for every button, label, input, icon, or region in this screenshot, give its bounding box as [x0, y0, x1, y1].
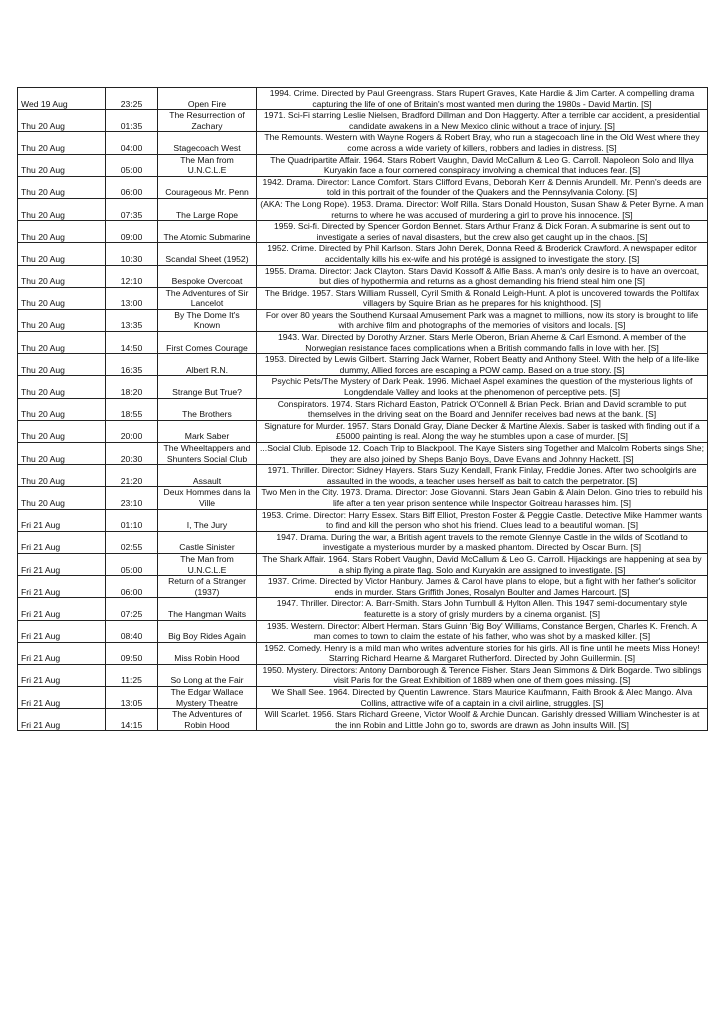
programme-description: We Shall See. 1964. Directed by Quentin Lawrence. Stars Maurice Kaufmann, Faith Brook & Alec Mango. Alva Collins, attractive wife of a captain in a civil airline, struggles. [S]: [257, 687, 708, 709]
air-date: Wed 19 Aug: [18, 88, 106, 110]
table-row: [18, 487, 708, 509]
programme-description: ...Social Club. Episode 12. Coach Trip to Blackpool. The Kaye Sisters sing Together and Malcolm Roberts sings She; they are also joined by Sheps Banjo Boys, Dave Evans and Johnny Hackett. [S]: [257, 443, 708, 465]
programme-description: Signature for Murder. 1957. Stars Donald Gray, Diane Decker & Martine Alexis. Saber is tasked with finding out if a £5000 painting is real. Along the way he stumbles upon a case of murder. [S]: [257, 420, 708, 442]
air-date: Fri 21 Aug: [18, 531, 106, 553]
programme-title: Castle Sinister: [158, 531, 257, 553]
air-date: Thu 20 Aug: [18, 265, 106, 287]
programme-description: Psychic Pets/The Mystery of Dark Peak. 1996. Michael Aspel examines the question of the mysterious lights of Longdendale Valley and looks at the phenomenon of perceptive pets. [S]: [257, 376, 708, 398]
programme-description: (AKA: The Long Rope). 1953. Drama. Director: Wolf Rilla. Stars Donald Houston, Susan Shaw & Peter Byrne. A man returns to where he was accused of murdering a girl to prove his innocence. [S]: [257, 198, 708, 220]
table-row: [18, 354, 708, 376]
programme-description: 1959. Sci-fi. Directed by Spencer Gordon Bennet. Stars Arthur Franz & Dick Foran. A submarine is sent out to investigate a series of naval disasters, but the crew also get caught up in the chaos. [S]: [257, 221, 708, 243]
table-row: [18, 664, 708, 686]
table-row: [18, 376, 708, 398]
programme-description: 1942. Drama. Director: Lance Comfort. Stars Clifford Evans, Deborah Kerr & Dennis Arundell. Mr. Penn's deeds are told in this portrait of the founder of the Quakers and the Pennsylvania Colony. [S]: [257, 176, 708, 198]
programme-title: The Adventures of Sir Lancelot: [158, 287, 257, 309]
air-date: Fri 21 Aug: [18, 642, 106, 664]
air-time: 07:35: [106, 198, 158, 220]
air-time: 14:50: [106, 332, 158, 354]
air-time: 10:30: [106, 243, 158, 265]
programme-title: Stagecoach West: [158, 132, 257, 154]
programme-title: Deux Hommes dans la Ville: [158, 487, 257, 509]
air-date: Fri 21 Aug: [18, 553, 106, 575]
table-row: [18, 598, 708, 620]
table-row: [18, 509, 708, 531]
programme-description: 1937. Crime. Directed by Victor Hanbury. James & Carol have plans to elope, but a fight with her father's solicitor ends in murder. Stars Griffith Jones, Rosalyn Boulter and James Harcourt. [S]: [257, 576, 708, 598]
air-date: Fri 21 Aug: [18, 598, 106, 620]
programme-title: Scandal Sheet (1952): [158, 243, 257, 265]
air-time: 14:15: [106, 709, 158, 731]
table-row: [18, 265, 708, 287]
programme-description: For over 80 years the Southend Kursaal Amusement Park was a magnet to millions, now its story is brought to life with archive film and photographs of the memories of visitors and locals. [S]: [257, 309, 708, 331]
table-row: [18, 620, 708, 642]
programme-title: The Atomic Submarine: [158, 221, 257, 243]
programme-title: Albert R.N.: [158, 354, 257, 376]
air-time: 07:25: [106, 598, 158, 620]
air-time: 08:40: [106, 620, 158, 642]
programme-title: So Long at the Fair: [158, 664, 257, 686]
air-date: Thu 20 Aug: [18, 110, 106, 132]
schedule-body: [18, 88, 708, 731]
air-date: Thu 20 Aug: [18, 487, 106, 509]
air-time: 12:10: [106, 265, 158, 287]
table-row: [18, 398, 708, 420]
air-date: Thu 20 Aug: [18, 398, 106, 420]
programme-title: Assault: [158, 465, 257, 487]
programme-description: 1947. Drama. During the war, a British agent travels to the remote Glennye Castle in the wilds of Scotland to investigate a mysterious murder by a masked phantom. Directed by Oscar Burn. [S]: [257, 531, 708, 553]
programme-title: The Man from U.N.C.L.E: [158, 553, 257, 575]
air-date: Fri 21 Aug: [18, 709, 106, 731]
programme-description: Two Men in the City. 1973. Drama. Director: Jose Giovanni. Stars Jean Gabin & Alain Delon. Gino tries to rebuild his life after a ten year prison sentence while Inspector Goitreau harasses him. [S]: [257, 487, 708, 509]
air-time: 18:55: [106, 398, 158, 420]
air-time: 11:25: [106, 664, 158, 686]
air-date: Thu 20 Aug: [18, 198, 106, 220]
air-time: 01:10: [106, 509, 158, 531]
air-time: 21:20: [106, 465, 158, 487]
air-date: Thu 20 Aug: [18, 443, 106, 465]
air-date: Fri 21 Aug: [18, 509, 106, 531]
programme-title: The Adventures of Robin Hood: [158, 709, 257, 731]
air-date: Thu 20 Aug: [18, 154, 106, 176]
air-time: 05:00: [106, 553, 158, 575]
schedule-table: [17, 87, 708, 731]
air-date: Thu 20 Aug: [18, 287, 106, 309]
programme-description: 1953. Directed by Lewis Gilbert. Starring Jack Warner, Robert Beatty and Anthony Steel. With the help of a life-like dummy, Allied forces are escaping a POW camp. Based on a true story. [S]: [257, 354, 708, 376]
table-row: [18, 221, 708, 243]
air-time: 13:00: [106, 287, 158, 309]
air-time: 16:35: [106, 354, 158, 376]
air-time: 05:00: [106, 154, 158, 176]
programme-title: The Brothers: [158, 398, 257, 420]
air-date: Thu 20 Aug: [18, 221, 106, 243]
air-date: Fri 21 Aug: [18, 664, 106, 686]
air-date: Thu 20 Aug: [18, 465, 106, 487]
programme-description: 1953. Crime. Director: Harry Essex. Stars Biff Elliot, Preston Foster & Peggie Castle. Detective Mike Hammer wants to find and kill the person who shot his friend. Clues lead to a beautiful woman. [S]: [257, 509, 708, 531]
table-row: [18, 332, 708, 354]
programme-description: The Remounts. Western with Wayne Rogers & Robert Bray, who run a stagecoach line in the Old West where they come across a wide variety of killers, robbers and ladies in distress. [S]: [257, 132, 708, 154]
programme-title: I, The Jury: [158, 509, 257, 531]
programme-title: Bespoke Overcoat: [158, 265, 257, 287]
programme-title: Strange But True?: [158, 376, 257, 398]
air-time: 09:50: [106, 642, 158, 664]
air-date: Thu 20 Aug: [18, 176, 106, 198]
air-time: 18:20: [106, 376, 158, 398]
table-row: [18, 309, 708, 331]
programme-description: 1952. Comedy. Henry is a mild man who writes adventure stories for his girls. All is fine until he meets Miss Honey! Starring Richard Hearne & Margaret Rutherford. Directed by John Guillermin. [S]: [257, 642, 708, 664]
table-row: [18, 576, 708, 598]
table-row: [18, 88, 708, 110]
table-row: [18, 709, 708, 731]
table-row: [18, 443, 708, 465]
table-row: [18, 154, 708, 176]
air-date: Thu 20 Aug: [18, 354, 106, 376]
air-date: Thu 20 Aug: [18, 420, 106, 442]
programme-description: The Quadripartite Affair. 1964. Stars Robert Vaughn, David McCallum & Leo G. Carroll. Napoleon Solo and Illya Kuryakin face a four cornered conspiracy involving a chemical that induces fear. [S]: [257, 154, 708, 176]
air-time: 06:00: [106, 176, 158, 198]
programme-description: 1943. War. Directed by Dorothy Arzner. Stars Merle Oberon, Brian Aherne & Carl Esmond. A member of the Norwegian resistance faces complications when a British commando falls in love with her. [S]: [257, 332, 708, 354]
table-row: [18, 687, 708, 709]
programme-description: 1955. Drama. Director: Jack Clayton. Stars David Kossoff & Alfie Bass. A man's only desire is to have an overcoat, but dies of hypothermia and returns as a ghost demanding his friend steal him one [S]: [257, 265, 708, 287]
programme-description: Will Scarlet. 1956. Stars Richard Greene, Victor Woolf & Archie Duncan. Garishly dressed William Winchester is at the inn Robin and Little John go to, swords are drawn as John insults Will. [S]: [257, 709, 708, 731]
table-row: [18, 176, 708, 198]
table-row: [18, 465, 708, 487]
programme-title: Mark Saber: [158, 420, 257, 442]
air-date: Thu 20 Aug: [18, 376, 106, 398]
air-date: Thu 20 Aug: [18, 132, 106, 154]
programme-description: 1947. Thriller. Director: A. Barr-Smith. Stars John Turnbull & Hylton Allen. This 1947 semi-documentary style featurette is a story of grisly murders by a cinema organist. [S]: [257, 598, 708, 620]
programme-description: 1971. Sci-Fi starring Leslie Nielsen, Bradford Dillman and Don Haggerty. After a terrible car accident, a presidential candidate awakens in a New Mexico clinic without a trace of injury. [S]: [257, 110, 708, 132]
programme-title: Return of a Stranger (1937): [158, 576, 257, 598]
programme-title: By The Dome It's Known: [158, 309, 257, 331]
table-row: [18, 553, 708, 575]
table-row: [18, 198, 708, 220]
air-date: Thu 20 Aug: [18, 332, 106, 354]
programme-description: 1935. Western. Director: Albert Herman. Stars Guinn 'Big Boy' Williams, Constance Bergen, Charles K. French. A man comes to town to claim the estate of his father, who was shot by a masked killer. [S]: [257, 620, 708, 642]
table-row: [18, 110, 708, 132]
air-time: 23:10: [106, 487, 158, 509]
programme-title: The Man from U.N.C.L.E: [158, 154, 257, 176]
programme-description: 1950. Mystery. Directors: Antony Darnborough & Terence Fisher. Stars Jean Simmons & Dirk Bogarde. Two siblings visit Paris for the Great Exhibition of 1889 when one of them goes missing. [S]: [257, 664, 708, 686]
air-time: 01:35: [106, 110, 158, 132]
programme-title: The Resurrection of Zachary: [158, 110, 257, 132]
air-date: Thu 20 Aug: [18, 309, 106, 331]
air-time: 13:35: [106, 309, 158, 331]
programme-title: The Wheeltappers and Shunters Social Club: [158, 443, 257, 465]
programme-description: 1994. Crime. Directed by Paul Greengrass. Stars Rupert Graves, Kate Hardie & Jim Carter. A compelling drama capturing the life of one of Britain's most wanted men during the 1980s - David Martin. [S]: [257, 88, 708, 110]
table-row: [18, 420, 708, 442]
air-time: 13:05: [106, 687, 158, 709]
programme-title: Courageous Mr. Penn: [158, 176, 257, 198]
table-row: [18, 642, 708, 664]
table-row: [18, 531, 708, 553]
air-date: Fri 21 Aug: [18, 620, 106, 642]
programme-title: The Hangman Waits: [158, 598, 257, 620]
air-date: Thu 20 Aug: [18, 243, 106, 265]
air-date: Fri 21 Aug: [18, 687, 106, 709]
programme-description: The Shark Affair. 1964. Stars Robert Vaughn, David McCallum & Leo G. Carroll. Hijackings are happening at sea by a ship flying a pirate flag. Solo and Kuryakin are assigned to investigate. [S]: [257, 553, 708, 575]
programme-description: 1952. Crime. Directed by Phil Karlson. Stars John Derek, Donna Reed & Broderick Crawford. A newspaper editor accidentally kills his ex-wife and his protégé is assigned to investigate the story. [S]: [257, 243, 708, 265]
air-time: 20:30: [106, 443, 158, 465]
programme-title: The Edgar Wallace Mystery Theatre: [158, 687, 257, 709]
air-time: 09:00: [106, 221, 158, 243]
programme-title: First Comes Courage: [158, 332, 257, 354]
air-time: 23:25: [106, 88, 158, 110]
table-row: [18, 243, 708, 265]
air-time: 04:00: [106, 132, 158, 154]
air-date: Fri 21 Aug: [18, 576, 106, 598]
programme-title: Miss Robin Hood: [158, 642, 257, 664]
programme-title: The Large Rope: [158, 198, 257, 220]
air-time: 06:00: [106, 576, 158, 598]
air-time: 02:55: [106, 531, 158, 553]
programme-description: The Bridge. 1957. Stars William Russell, Cyril Smith & Ronald Leigh-Hunt. A plot is uncovered towards the Poltifax villagers by Squire Brian as he prepares for his knighthood. [S]: [257, 287, 708, 309]
programme-title: Big Boy Rides Again: [158, 620, 257, 642]
programme-description: 1971. Thriller. Director: Sidney Hayers. Stars Suzy Kendall, Frank Finlay, Freddie Jones. After two schoolgirls are assaulted in the woods, a teacher uses herself as bait to catch the perpetrator. [S]: [257, 465, 708, 487]
programme-description: Conspirators. 1974. Stars Richard Easton, Patrick O'Connell & Brian Peck. Brian and David scramble to put themselves in the driving seat on the Board and Jennifer receives bad news at the bank. [S]: [257, 398, 708, 420]
table-row: [18, 132, 708, 154]
programme-title: Open Fire: [158, 88, 257, 110]
table-row: [18, 287, 708, 309]
air-time: 20:00: [106, 420, 158, 442]
